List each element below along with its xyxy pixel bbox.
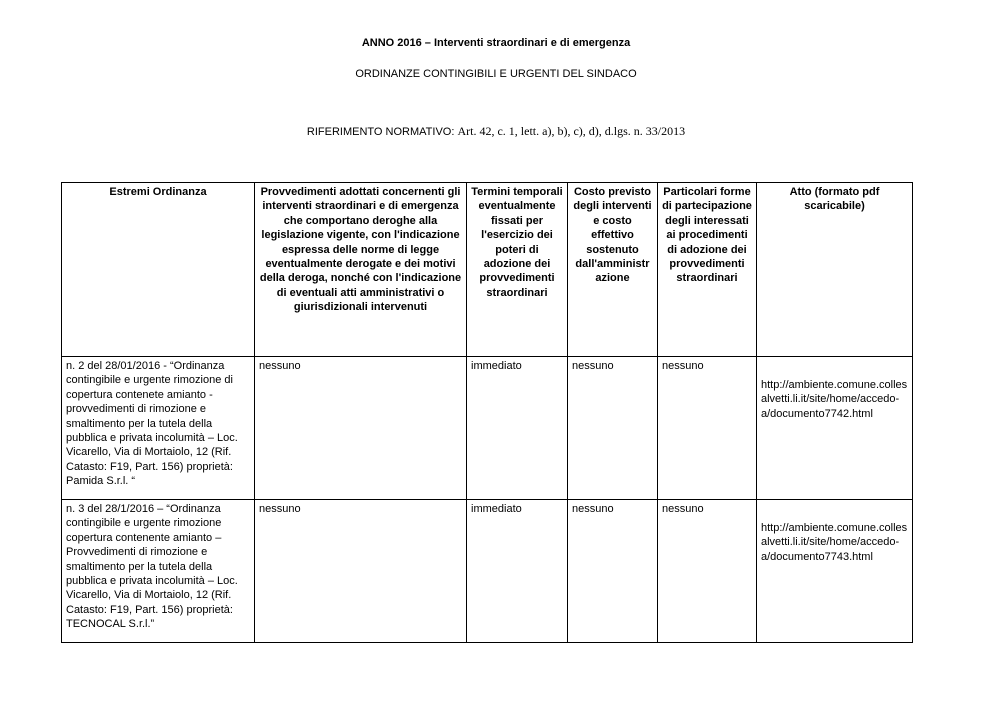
- cell-estremi: n. 3 del 28/1/2016 – “Ordinanza contingibile e urgente rimozione copertura contenente amianto – Provvedimenti di rimozione e smaltimento per la tutela della pubblica e privata incolumità – Loc. Vicarello, Via di Mortaiolo, 12 (Rif. Catasto: F19, Part. 156) proprietà: TECNOCAL S.r.l.”: [62, 500, 255, 643]
- header-costo: Costo previsto degli interventi e costo effettivo sostenuto dall'amministr azione: [568, 183, 658, 357]
- cell-provvedimenti: nessuno: [255, 500, 467, 643]
- table-row: [62, 357, 913, 500]
- cell-termini: immediato: [467, 500, 568, 643]
- header-atto: Atto (formato pdf scaricabile): [757, 183, 913, 357]
- header-partecipazione: Particolari forme di partecipazione degli interessati ai procedimenti di adozione dei provvedimenti straordinari: [658, 183, 757, 357]
- document-link[interactable]: http://ambiente.comune.collesalvetti.li.it/site/home/accedo-a/documento7743.html: [757, 500, 913, 643]
- cell-termini: immediato: [467, 357, 568, 500]
- reference-value: Art. 42, c. 1, lett. a), b), c), d), d.lgs. n. 33/2013: [457, 124, 686, 138]
- document-title: ANNO 2016 – Interventi straordinari e di emergenza: [361, 37, 631, 49]
- header-termini: Termini temporali eventualmente fissati per l'esercizio dei poteri di adozione dei provvedimenti straordinari: [467, 183, 568, 357]
- table-header-row: [62, 183, 913, 357]
- header-estremi: Estremi Ordinanza: [62, 183, 255, 357]
- cell-provvedimenti: nessuno: [255, 357, 467, 500]
- header-provvedimenti: Provvedimenti adottati concernenti gli interventi straordinari e di emergenza che comportano deroghe alla legislazione vigente, con l'indicazione espressa delle norme di legge eventualmente derogate e dei motivi della deroga, nonché con l'indicazione di eventuali atti amministrativi o giurisdizionali intervenuti: [255, 183, 467, 357]
- cell-partecipazione: nessuno: [658, 357, 757, 500]
- normative-reference: [0, 124, 992, 139]
- document-link[interactable]: http://ambiente.comune.collesalvetti.li.it/site/home/accedo-a/documento7742.html: [757, 357, 913, 500]
- cell-partecipazione: nessuno: [658, 500, 757, 643]
- cell-costo: nessuno: [568, 357, 658, 500]
- reference-label: RIFERIMENTO NORMATIVO:: [306, 126, 455, 138]
- document-subtitle: ORDINANZE CONTINGIBILI E URGENTI DEL SINDACO: [355, 68, 637, 80]
- ordinances-table: [61, 182, 913, 643]
- cell-costo: nessuno: [568, 500, 658, 643]
- table-row: [62, 500, 913, 643]
- cell-estremi: n. 2 del 28/01/2016 - “Ordinanza contingibile e urgente rimozione di copertura contenete amianto - provvedimenti di rimozione e smaltimento per la tutela della pubblica e privata incolumità – Loc. Vicarello, Via di Mortaiolo, 12 (Rif. Catasto: F19, Part. 156) proprietà: Pamida S.r.l. “: [62, 357, 255, 500]
